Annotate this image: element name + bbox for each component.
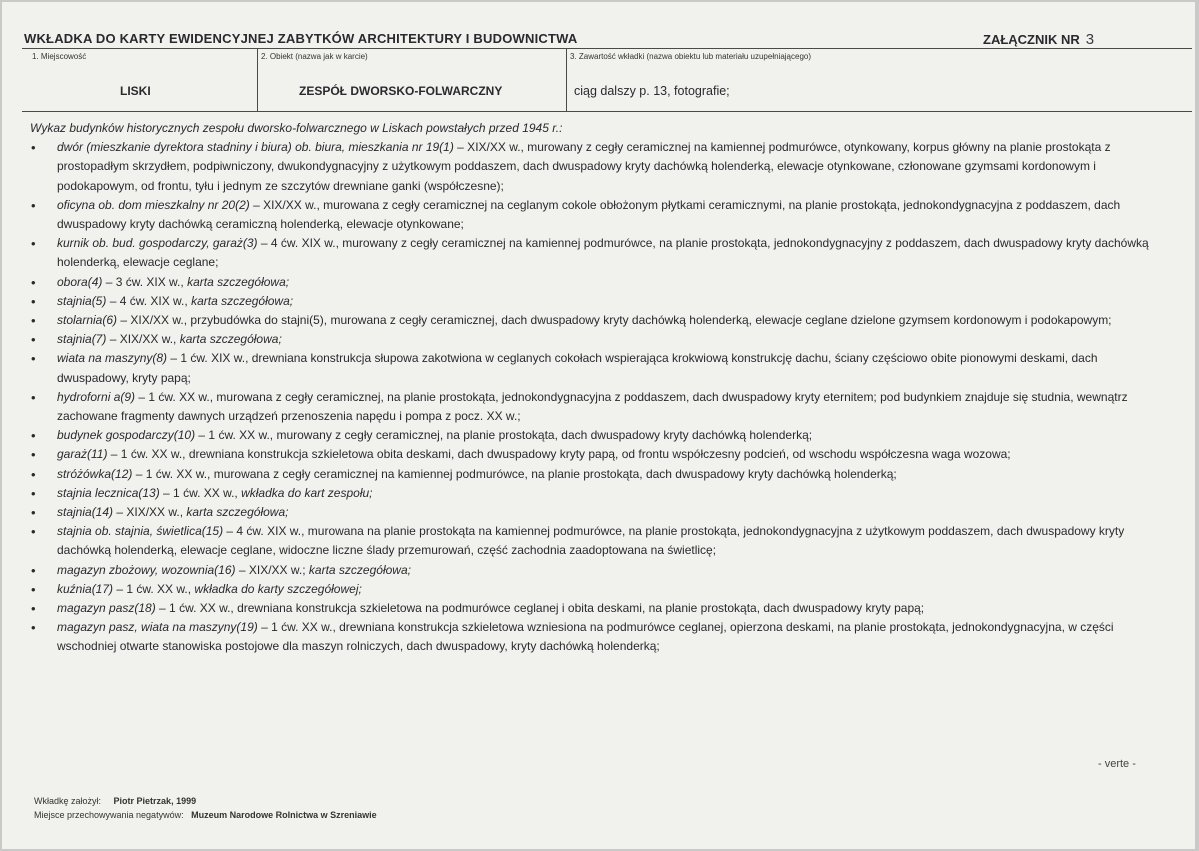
- bullet-icon: •: [31, 313, 36, 329]
- building-reference: karta szczegółowa;: [308, 562, 411, 577]
- bullet-icon: •: [31, 197, 36, 213]
- list-item: [30, 580, 1160, 599]
- bullet-icon: •: [31, 389, 36, 405]
- bullet-icon: •: [31, 447, 36, 463]
- bullet-icon: •: [31, 524, 36, 540]
- list-item: [30, 465, 1160, 484]
- footer-negatives: [34, 810, 377, 820]
- building-name: obora(4): [57, 274, 103, 289]
- building-description: – 4 ćw. XIX w., murowana na planie prostokąta na kamiennej podmurówce, na planie prostokąta, jednokondygnacyjna z użytkowym poddaszem, dach dwuspadowy kryty dachówką holenderką, elewacje ceglane, widoczne liczne ślady przemurowań, część zachodnia zaadoptowana na świetlicę;: [57, 524, 1125, 558]
- building-description: – 1 ćw. XX w., murowany z cegły ceramicznej, na planie prostokąta, dach dwuspadowy kryty dachówką holenderką;: [195, 428, 813, 443]
- bullet-icon: •: [31, 581, 36, 597]
- building-name: magazyn zbożowy, wozownia(16): [57, 562, 236, 577]
- list-item: [30, 292, 1160, 311]
- bullet-icon: •: [31, 562, 36, 578]
- bullet-icon: •: [31, 236, 36, 252]
- footer-negatives-value: Muzeum Narodowe Rolnictwa w Szreniawie: [191, 810, 377, 820]
- building-name: stajnia(5): [57, 293, 107, 308]
- bullet-icon: •: [31, 293, 36, 309]
- building-description: – 4 ćw. XIX w., murowany z cegły ceramicznej na kamiennej podmurówce, na planie prostokąta, jednokondygnacyjny z poddaszem, dach dwuspadowy kryty dachówką holenderką, elewacje ceglane;: [57, 236, 1149, 270]
- building-description: – 1 ćw. XX w., drewniana konstrukcja szkieletowa obita deskami, dach dwuspadowy kryty papą, od frontu współczesny podcień, od wschodu współczesna waga wozowa;: [107, 447, 1011, 462]
- building-name: budynek gospodarczy(10): [57, 428, 196, 443]
- building-name: oficyna ob. dom mieszkalny nr 20(2): [57, 197, 250, 212]
- field-value-object: ZESPÓŁ DWORSKO-FOLWARCZNY: [299, 84, 503, 98]
- building-description: – XIX/XX w.,: [113, 505, 187, 520]
- building-reference: karta szczegółowa;: [179, 332, 282, 347]
- field-divider-1: [257, 48, 258, 111]
- list-item: [30, 234, 1160, 272]
- building-name: magazyn pasz(18): [57, 601, 156, 616]
- building-name: stróżówka(12): [57, 466, 133, 481]
- verte-note: - verte -: [1098, 758, 1136, 770]
- bullet-icon: •: [31, 332, 36, 348]
- building-description: – 1 ćw. XX w.,: [113, 581, 195, 596]
- building-name: stajnia lecznica(13): [57, 485, 160, 500]
- building-description: – 1 ćw. XX w., murowana z cegły ceramicznej, na planie prostokąta, jednokondygnacyjna z poddaszem, dach dwuspadowy kryty eternitem; pod budynkiem znajduje się studnia, wewnątrz zachowane fragmenty dawnych urządzeń przenoszenia napędu i pompa z pocz. XX w.;: [57, 389, 1128, 424]
- bullet-icon: •: [31, 601, 36, 617]
- building-name: stajnia(7): [57, 332, 107, 347]
- building-name: stolarnia(6): [57, 313, 118, 328]
- list-item: [30, 445, 1160, 464]
- building-name: stajnia(14): [57, 505, 114, 520]
- bullet-icon: •: [31, 428, 36, 444]
- field-label-object: 2. Obiekt (nazwa jak w karcie): [261, 52, 368, 61]
- list-item: [30, 330, 1160, 349]
- building-name: magazyn pasz, wiata na maszyny(19): [57, 620, 258, 635]
- building-reference: wkładka do kart zespołu;: [241, 485, 373, 500]
- list-item: [30, 311, 1160, 330]
- building-reference: karta szczegółowa;: [186, 505, 289, 520]
- bullet-icon: •: [31, 466, 36, 482]
- building-description: – XIX/XX w., przybudówka do stajni(5), murowana z cegły ceramicznej, dach dwuspadowy kryty dachówką holenderką, elewacje ceglane dzielone gzymsem kordonowym i podokapowym;: [117, 313, 1112, 328]
- building-name: dwór (mieszkanie dyrektora stadniny i biura) ob. biura, mieszkania nr 19(1): [57, 140, 454, 155]
- list-item: [30, 388, 1160, 426]
- building-description: – 1 ćw. XX w., drewniana konstrukcja szkieletowa na podmurówce ceglanej i obita deskami, na planie prostokąta, dach dwuspadowy kryty papą;: [155, 601, 925, 616]
- bullet-icon: •: [31, 620, 36, 636]
- bullet-icon: •: [31, 140, 36, 156]
- building-name: wiata na maszyny(8): [57, 351, 168, 366]
- building-reference: wkładka do karty szczegółowej;: [194, 581, 362, 596]
- form-title: WKŁADKA DO KARTY EWIDENCYJNEJ ZABYTKÓW ARCHITEKTURY I BUDOWNICTWA: [24, 31, 578, 46]
- attachment-number: [983, 31, 1094, 48]
- bullet-icon: •: [31, 274, 36, 290]
- header-rule-top: [22, 48, 1192, 49]
- building-name: kurnik ob. bud. gospodarczy, garaż(3): [57, 236, 258, 251]
- list-item: [30, 503, 1160, 522]
- building-name: stajnia ob. stajnia, świetlica(15): [57, 524, 224, 539]
- building-description: – 1 ćw. XX w., drewniana konstrukcja szkieletowa wzniesiona na podmurówce ceglanej, opierzona deskami, na planie prostokąta, jednokondygnacyjna, w części wschodniej otwarte stanowiska postojowe dla maszyn rolniczych, dach dwuspadowy, kryty dachówką holenderką;: [57, 620, 1114, 654]
- building-description: – XIX/XX w.,: [106, 332, 180, 347]
- building-description: – XIX/XX w.;: [235, 562, 309, 577]
- list-item: [30, 138, 1160, 196]
- building-description: – 4 ćw. XIX w.,: [106, 293, 192, 308]
- building-description: – 1 ćw. XIX w., drewniana konstrukcja słupowa zakotwiona w ceglanych cokołach wspierająca krokwiową konstrukcję dachu, ściany częściowo obite pionowymi deskami, dach dwuspadowy, kryty papą;: [57, 351, 1098, 385]
- field-divider-2: [566, 48, 567, 111]
- bullet-icon: •: [31, 351, 36, 367]
- bullet-icon: •: [31, 505, 36, 521]
- building-reference: karta szczegółowa;: [187, 274, 290, 289]
- list-item: [30, 273, 1160, 292]
- list-item: [30, 522, 1160, 560]
- footer-author: [34, 796, 196, 806]
- field-label-contents: 3. Zawartość wkładki (nazwa obiektu lub materiału uzupełniającego): [570, 52, 812, 61]
- list-item: [30, 599, 1160, 618]
- list-item: [30, 484, 1160, 503]
- building-name: garaż(11): [57, 447, 108, 462]
- building-name: kuźnia(17): [57, 581, 114, 596]
- list-item: [30, 196, 1160, 234]
- footer-negatives-label: Miejsce przechowywania negatywów:: [34, 810, 184, 820]
- record-card: [2, 2, 1195, 849]
- list-item: [30, 561, 1160, 580]
- field-value-contents: ciąg dalszy p. 13, fotografie;: [574, 84, 730, 98]
- list-item: [30, 426, 1160, 445]
- bullet-icon: •: [31, 485, 36, 501]
- field-value-locality: LISKI: [120, 84, 151, 98]
- building-description: – 1 ćw. XX w., murowana z cegły ceramicznej na kamiennej podmurówce, na planie prostokąta, dach dwuspadowy kryty dachówką holenderką;: [132, 466, 897, 481]
- header-rule-bottom: [22, 111, 1192, 112]
- building-description: – 1 ćw. XX w.,: [159, 485, 242, 500]
- list-item: [30, 618, 1160, 656]
- field-label-locality: 1. Miejscowość: [32, 52, 87, 61]
- building-description: – XIX/XX w., murowana z cegły ceramicznej na ceglanym cokole obłożonym płytkami ceramicznymi, na planie prostokąta, jednokondygnacyjna z poddaszem, dach dwuspadowy kryty dachówką ceramiczną holenderką, elewacje otynkowane;: [57, 197, 1121, 232]
- building-name: hydroforni a(9): [57, 389, 136, 404]
- building-items: [30, 138, 1160, 656]
- list-item: [30, 349, 1160, 387]
- footer-author-value: Piotr Pietrzak, 1999: [113, 796, 197, 806]
- list-intro: Wykaz budynków historycznych zespołu dworsko-folwarcznego w Liskach powstałych przed 1945 r.:: [30, 121, 563, 135]
- building-description: – 3 ćw. XIX w.,: [102, 274, 188, 289]
- attachment-number-value: 3: [1085, 31, 1095, 48]
- attachment-label: ZAŁĄCZNIK NR: [983, 32, 1080, 47]
- building-description: – XIX/XX w., murowany z cegły ceramicznej na kamiennej podmurówce, otynkowany, korpus główny na planie prostokąta z prostopadłym skrzydłem, podpiwniczony, dwukondygnacyjny z użytkowym poddaszem, dach dwuspadowy kryty dachówką holenderką, elewacje otynkowane, członowane gzymsami kordonowym i podokapowym, od frontu, tyłu i jednym ze szczytów drewniane ganki (współczesne);: [57, 140, 1111, 193]
- footer-author-label: Wkładkę założył:: [34, 796, 102, 806]
- building-list: [30, 119, 1160, 657]
- building-reference: karta szczegółowa;: [191, 293, 294, 308]
